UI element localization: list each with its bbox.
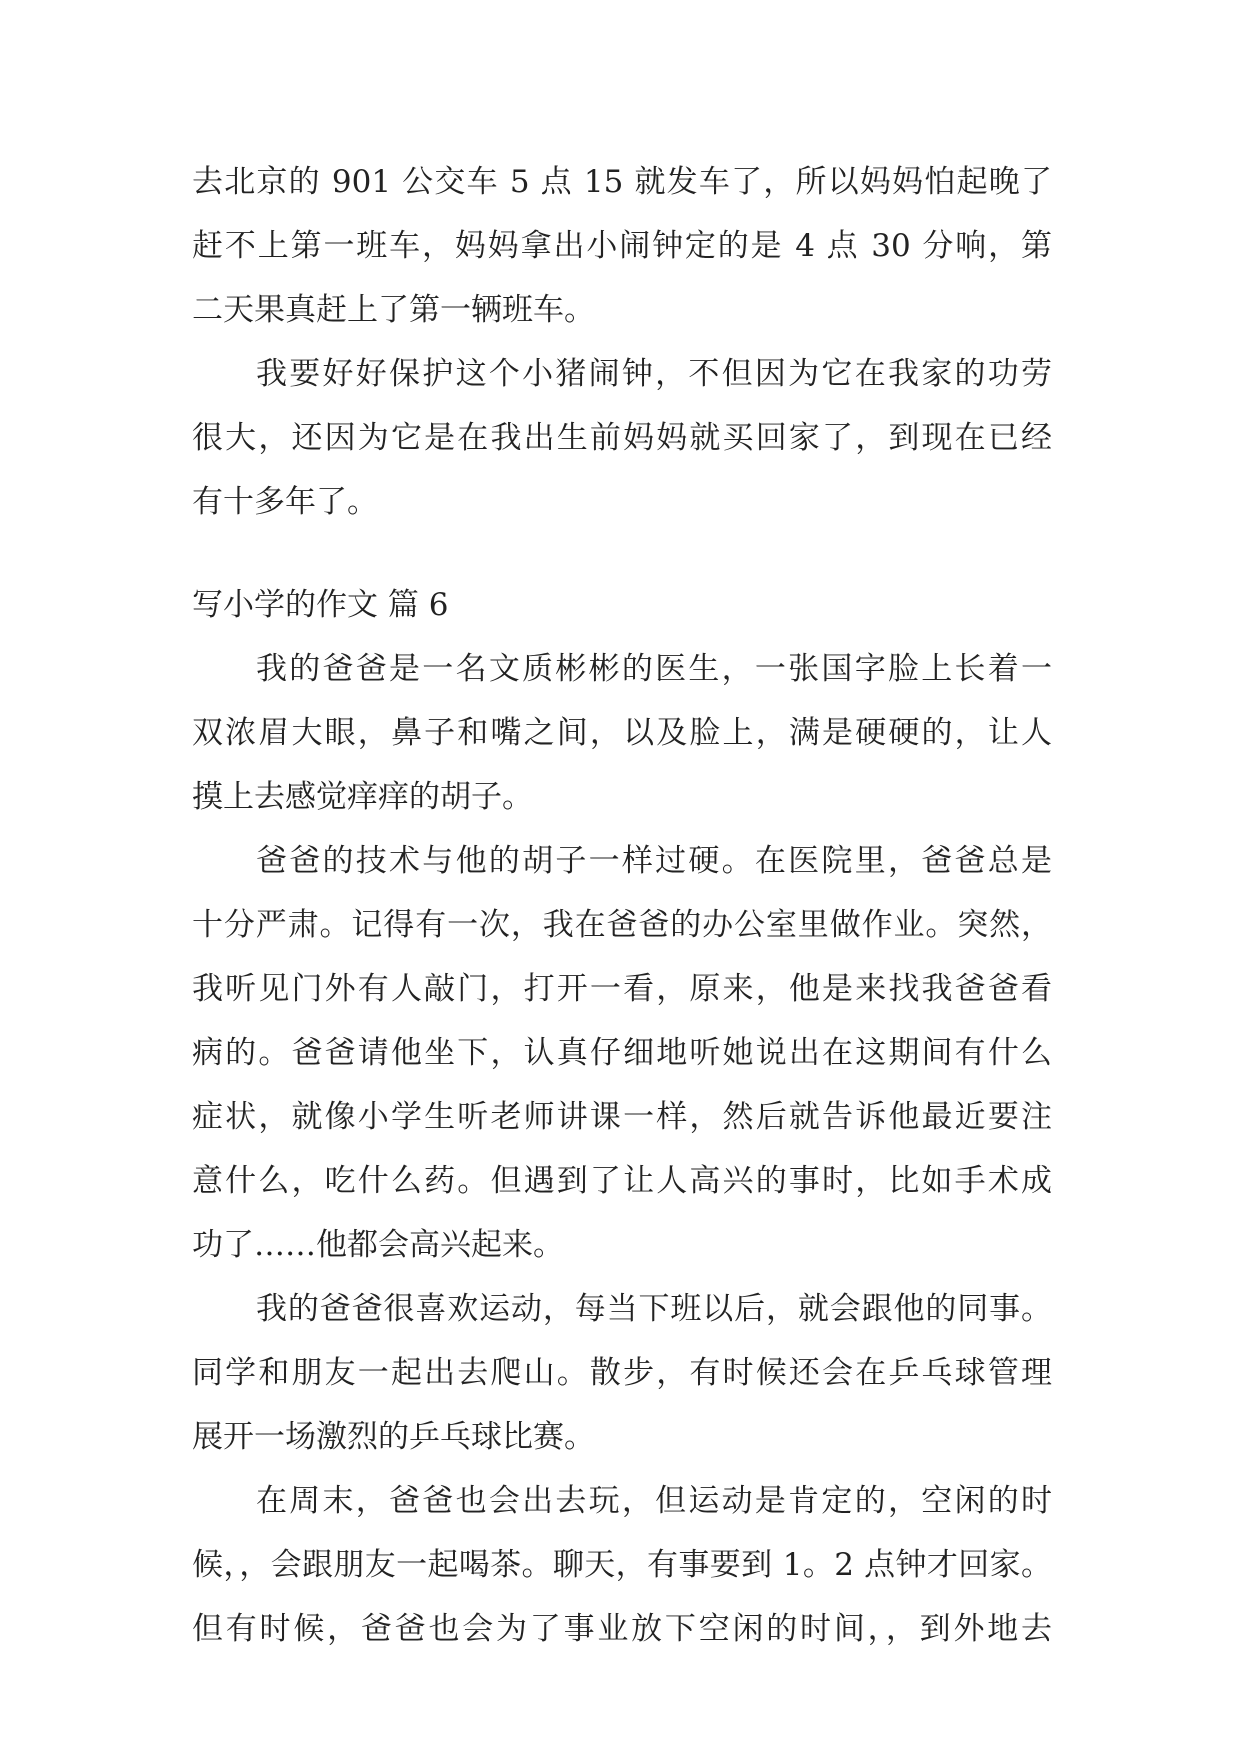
paragraph-line: 爸爸的技术与他的胡子一样过硬。在医院里，爸爸总是 [256, 843, 1052, 879]
paragraph-line: 展开一场激烈的乒乓球比赛。 [192, 1419, 595, 1455]
paragraph-line: 十分严肃。记得有一次，我在爸爸的办公室里做作业。突然， [192, 907, 1052, 943]
paragraph-line: 症状，就像小学生听老师讲课一样，然后就告诉他最近要注 [192, 1099, 1052, 1135]
paragraph-line: 我听见门外有人敲门，打开一看，原来，他是来找我爸爸看 [192, 971, 1052, 1007]
paragraph-line: 二天果真赶上了第一辆班车。 [192, 292, 595, 328]
paragraph-line: 同学和朋友一起出去爬山。散步，有时候还会在乒乓球管理 [192, 1355, 1052, 1391]
paragraph-line: 在周末，爸爸也会出去玩，但运动是肯定的，空闲的时 [256, 1483, 1052, 1519]
paragraph-line: 摸上去感觉痒痒的胡子。 [192, 779, 533, 815]
paragraph-line: 我的爸爸很喜欢运动，每当下班以后，就会跟他的同事。 [256, 1291, 1052, 1327]
paragraph-line: 有十多年了。 [192, 484, 378, 520]
paragraph-line: 双浓眉大眼，鼻子和嘴之间，以及脸上，满是硬硬的，让人 [192, 715, 1052, 751]
paragraph-line: 我要好好保护这个小猪闹钟，不但因为它在我家的功劳 [256, 356, 1052, 392]
paragraph-line: 功了……他都会高兴起来。 [192, 1227, 564, 1263]
paragraph-line: 我的爸爸是一名文质彬彬的医生，一张国字脸上长着一 [256, 651, 1052, 687]
paragraph-line: 候，，会跟朋友一起喝茶。聊天，有事要到 1。2 点钟才回家。 [192, 1547, 1052, 1583]
paragraph-line: 赶不上第一班车，妈妈拿出小闹钟定的是 4 点 30 分响，第 [192, 228, 1052, 264]
paragraph-line: 病的。爸爸请他坐下，认真仔细地听她说出在这期间有什么 [192, 1035, 1052, 1071]
paragraph-line: 但有时候，爸爸也会为了事业放下空闲的时间，，到外地去 [192, 1611, 1052, 1647]
paragraph-line: 意什么，吃什么药。但遇到了让人高兴的事时，比如手术成 [192, 1163, 1052, 1199]
section-heading: 写小学的作文 篇 6 [192, 587, 449, 623]
paragraph-line: 去北京的 901 公交车 5 点 15 就发车了，所以妈妈怕起晚了 [192, 164, 1052, 200]
paragraph-line: 很大，还因为它是在我出生前妈妈就买回家了，到现在已经 [192, 420, 1052, 456]
